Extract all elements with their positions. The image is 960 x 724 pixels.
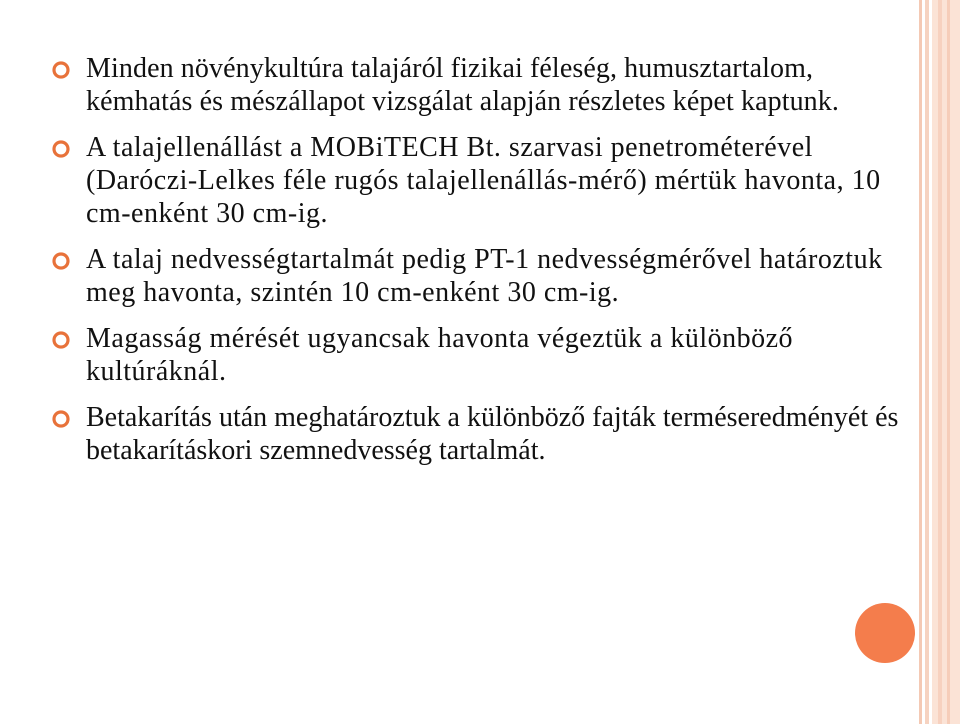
decorative-stripe	[938, 0, 942, 724]
decorative-stripe	[932, 0, 960, 724]
list-item	[50, 243, 910, 309]
decorative-circle	[855, 603, 915, 663]
bullet-text: Magasság mérését ugyancsak havonta végeztük a különböző kultúráknál.	[86, 323, 794, 387]
list-item	[50, 401, 910, 467]
decorative-stripe	[947, 0, 950, 724]
bullet-text: Betakarítás után meghatároztuk a különböző fajták terméseredményét és betakarításkori szemnedvesség tartalmát.	[86, 402, 899, 466]
bullet-text: A talaj nedvességtartalmát pedig PT-1 nedvességmérővel határoztuk meg havonta, szintén 10 cm-enként 30 cm-ig.	[86, 244, 883, 308]
list-item	[50, 322, 910, 388]
list-item	[50, 52, 910, 118]
ring-icon	[50, 243, 86, 279]
bullet-text: Minden növénykultúra talajáról fizikai féleség, humusztartalom, kémhatás és mészállapot vizsgálat alapján részletes képet kaptunk.	[86, 53, 839, 117]
decorative-stripe	[919, 0, 922, 724]
list-item	[50, 131, 910, 230]
decorative-stripe	[925, 0, 929, 724]
bullet-list	[50, 52, 910, 480]
bullet-text: A talajellenállást a MOBiTECH Bt. szarvasi penetrométerével (Daróczi-Lelkes féle rugós talajellenállás-mérő) mértük havonta, 10 cm-enként 30 cm-ig.	[86, 132, 881, 229]
ring-icon	[50, 401, 86, 437]
ring-icon	[50, 52, 86, 88]
ring-icon	[50, 322, 86, 358]
ring-icon	[50, 131, 86, 167]
